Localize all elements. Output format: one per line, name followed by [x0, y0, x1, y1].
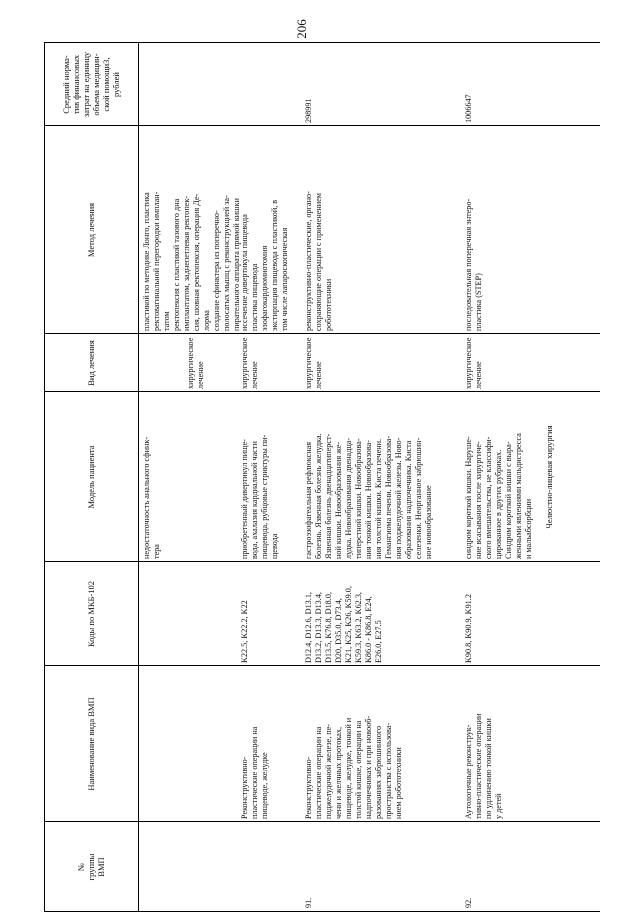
text-line: Модель пациента	[86, 445, 96, 509]
text-line: иссечение дивертикула пищевода	[240, 214, 249, 331]
text-line: ской помощи3,	[101, 57, 111, 112]
header-vmp-name	[44, 666, 138, 822]
text-line: последовательная поперечная энтеро-	[464, 198, 473, 331]
text-line: лечение	[250, 361, 259, 389]
text-line: лечение	[196, 361, 205, 389]
text-line: объема медицин-	[91, 53, 101, 116]
text-line: K86.0 - K86.8, E24,	[364, 596, 373, 663]
text-line: щевода	[270, 533, 279, 559]
text-line: селезенки. Неорганное забрюшин-	[414, 437, 423, 559]
text-line: E26.0, E27.5	[374, 620, 383, 663]
page-number: 206	[294, 19, 309, 39]
row3-icd-codes	[464, 563, 474, 663]
text-line: пирательного аппарата прямой кишки	[232, 198, 241, 331]
text-line: реконструктивно-пластические, органо-	[304, 191, 313, 331]
text-line: Наименование вида ВМП	[86, 697, 96, 791]
row2-patient-model	[304, 394, 434, 559]
text-line: ректопексия с пластикой тазового дна	[172, 198, 181, 331]
row1-patient-model	[240, 394, 280, 559]
text-line: ского вмешательства, не классифи-	[484, 436, 493, 559]
text-line: K90.8, K90.9, K91.2	[464, 594, 473, 663]
row1-treatment-type	[240, 333, 260, 389]
text-line: и мальабсорбции	[524, 498, 533, 559]
text-line: пластические операции на	[314, 726, 323, 819]
text-line: синдром короткой кишки. Наруше-	[464, 436, 473, 559]
text-line: ние всасывания после хирургиче-	[474, 441, 483, 559]
text-line: тера	[152, 544, 161, 559]
text-line: хирургическое	[304, 337, 313, 389]
text-line: по удлинению тонкой кишки	[484, 718, 493, 819]
text-line: D13.2, D13.3, D13.4,	[314, 592, 323, 663]
text-line: вода, ахалазия кардиальной части	[250, 441, 259, 559]
row2-treatment-type	[304, 333, 324, 389]
text-line: D20, D35.0, D73.4,	[334, 598, 343, 663]
text-line: №	[76, 862, 86, 872]
text-line: D12.4, D12.6, D13.1,	[304, 592, 313, 663]
text-line: нием робототехники	[394, 747, 403, 819]
text-line: лечение	[474, 361, 483, 389]
row2-vmp-name	[304, 667, 404, 819]
text-line: пищеводе, желудке	[260, 752, 269, 819]
text-line: хирургическое	[464, 337, 473, 389]
text-line: том числе лапароскопическая	[280, 227, 289, 331]
text-line: полосатых мышц с реконструкцией за-	[222, 195, 231, 331]
text-line: группы	[86, 853, 96, 881]
row3-vmp-name	[464, 667, 504, 819]
text-line: эзофагокардиомиотомия	[260, 245, 269, 331]
text-line: ния поджелудочной железы. Ново-	[394, 437, 403, 559]
text-line: создание сфинктера из поперечно-	[212, 210, 221, 331]
text-line: Синдром короткой кишки с выра-	[504, 441, 513, 559]
row3-cost: 1006647	[464, 94, 473, 123]
text-line: имплантатом, заднепетлевая ректопек-	[182, 195, 191, 331]
text-line: D13.5, K76.8, D18.0,	[324, 592, 333, 663]
row1-icd-codes	[240, 563, 250, 663]
text-line: тивно-пластические операции	[474, 713, 483, 819]
row2-number: 91.	[304, 897, 313, 908]
text-line: поджелудочной железе, пе-	[324, 723, 333, 819]
text-line: ректовагинальной перегородки имплан-	[152, 191, 161, 331]
row3-treatment-type	[464, 333, 484, 389]
text-line: типерстной кишки. Новообразова-	[354, 438, 363, 559]
text-line: пластикой по методике Лонго, пластика	[142, 192, 151, 331]
text-line: Гемангиома печени. Новообразова-	[384, 435, 393, 559]
header-icd-codes	[44, 562, 138, 666]
text-line: Коды по МКБ-102	[86, 580, 96, 648]
header-method	[44, 126, 138, 334]
text-line: гастроэзофагеальная рефлюксная	[304, 442, 313, 559]
header-patient-model	[44, 392, 138, 562]
text-line: толстой кишке, операции на	[354, 720, 363, 819]
header-cost	[44, 43, 138, 126]
header-divider	[138, 42, 139, 912]
text-line: Аутологичные реконструк-	[464, 724, 473, 819]
text-line: пищеводе, желудке, тонкой и	[344, 717, 353, 819]
text-line: Реконструктивно-	[304, 756, 313, 819]
text-line: цированное в других рубриках.	[494, 449, 503, 559]
row0-method	[142, 127, 242, 331]
text-line: Средний норма-	[61, 55, 71, 114]
row1-vmp-name	[240, 667, 270, 819]
text-line: затрат на единицу	[81, 51, 91, 118]
text-line: разованиях забрюшинного	[374, 725, 383, 819]
text-line: K21, K25, K26, K59.0,	[344, 586, 353, 663]
text-line: хирургическое	[186, 337, 195, 389]
text-line: у детей	[494, 793, 503, 819]
vmp-table	[44, 42, 600, 912]
row1-method	[240, 127, 290, 331]
header-group-no	[44, 822, 138, 912]
row3-number: 92.	[464, 897, 473, 908]
text-line: чени и желчных протоках,	[334, 726, 343, 819]
row2-cost: 298991	[304, 98, 313, 123]
text-line: лорма	[202, 310, 211, 331]
text-line: Метод лечения	[86, 202, 96, 258]
text-line: лечение	[314, 361, 323, 389]
text-line: сохраняющие операции с применением	[314, 193, 323, 331]
row2-method	[304, 127, 334, 331]
text-line: пластические операции на	[250, 726, 259, 819]
row0-patient-model	[142, 394, 162, 559]
text-line: ния тонкой кишки. Новообразова-	[364, 439, 373, 559]
text-line: рублей	[111, 72, 121, 97]
text-line: пластика пищевода	[250, 263, 259, 331]
text-line: пространства с использова-	[384, 722, 393, 819]
text-line: экстирпация пищевода с пластикой, в	[270, 199, 279, 331]
text-line: надпочечниках и при новооб-	[364, 715, 373, 819]
text-line: робототехники	[324, 278, 333, 331]
text-line: Язвенная болезнь двенадцатиперст-	[324, 433, 333, 559]
text-line: пищевода, рубцовые стриктуры пи-	[260, 434, 269, 559]
text-line: лудка. Новообразования двенадца-	[344, 437, 353, 559]
text-line: хирургическое	[240, 337, 249, 389]
text-line: K22.5, K22.2, K22	[240, 600, 249, 663]
rotated-table-wrapper	[44, 42, 600, 912]
section-title: Челюстно-лицевая хирургия	[544, 425, 554, 529]
row0-treatment-type	[186, 333, 206, 389]
text-line: приобретенный дивертикул пище-	[240, 439, 249, 559]
header-treatment-type	[44, 334, 138, 392]
text-line: женными явлениями мальдистресса	[514, 433, 523, 559]
text-line: пластика (STEP)	[474, 273, 483, 331]
text-line: сия, шовная ректопексия, операция Де-	[192, 193, 201, 331]
text-line: татом	[162, 311, 171, 331]
text-line: тив финансовых	[71, 54, 81, 115]
row3-method	[464, 127, 484, 331]
text-line: ное новообразование	[424, 485, 433, 559]
text-line: образования надпочечника. Киста	[404, 440, 413, 559]
row2-icd-codes	[304, 563, 384, 663]
text-line: Вид лечения	[86, 340, 96, 386]
text-line: болезнь. Язвенная болезнь желудка.	[314, 433, 323, 559]
text-line: ной кишки. Новообразования же-	[334, 441, 343, 559]
text-line: ВМП	[96, 857, 106, 877]
text-line: Реконструктивно-	[240, 756, 249, 819]
text-line: недостаточность анального сфинк-	[142, 436, 151, 559]
row3-patient-model	[464, 394, 534, 559]
text-line: K59.3, K63.2, K62.3,	[354, 592, 363, 663]
text-line: ния толстой кишки. Киста печени.	[374, 438, 383, 559]
